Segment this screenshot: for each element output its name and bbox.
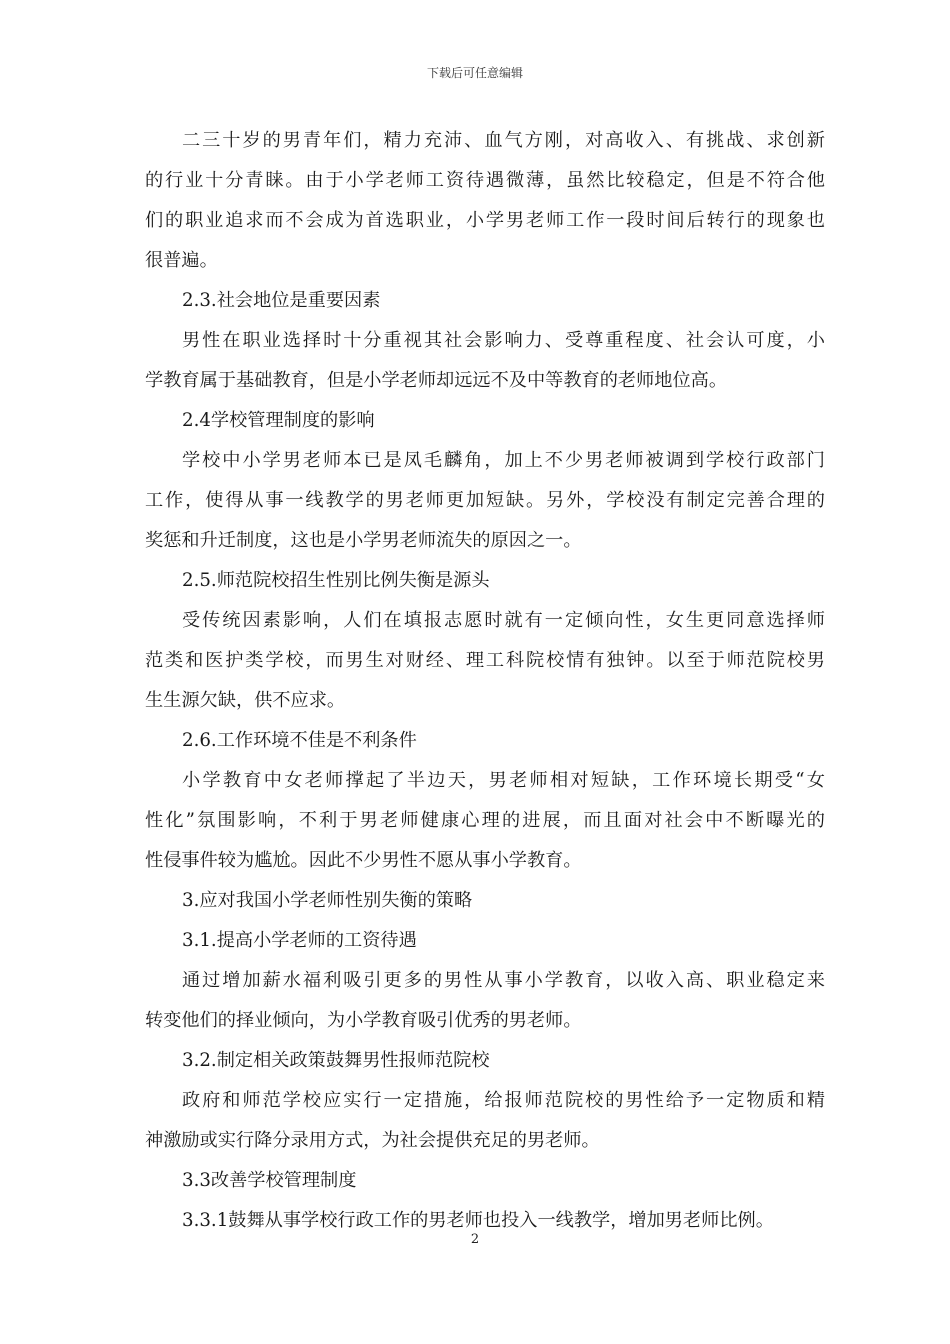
document-body: [145, 121, 825, 1241]
section-heading: 3.应对我国小学老师性别失衡的策略: [182, 890, 473, 911]
paragraph-line: 很普遍。: [145, 250, 218, 271]
section-heading: 3.2.制定相关政策鼓舞男性报师范院校: [182, 1050, 490, 1071]
paragraph-line: 二三十岁的男青年们，精力充沛、血气方刚，对高收入、有挑战、求创新: [182, 130, 825, 151]
paragraph-line: 性侵事件较为尴尬。因此不少男性不愿从事小学教育。: [145, 850, 582, 871]
paragraph-line: 的行业十分青睐。由于小学老师工资待遇微薄，虽然比较稳定，但是不符合他: [145, 170, 825, 191]
paragraph-line: 受传统因素影响，人们在填报志愿时就有一定倾向性，女生更同意选择师: [182, 610, 825, 631]
paragraph-line: 们的职业追求而不会成为首选职业，小学男老师工作一段时间后转行的现象也: [145, 210, 825, 231]
paragraph-line: 奖惩和升迁制度，这也是小学男老师流失的原因之一。: [145, 530, 582, 551]
section-heading: 3.1.提高小学老师的工资待遇: [182, 930, 417, 951]
paragraph-line: 通过增加薪水福利吸引更多的男性从事小学教育，以收入高、职业稳定来: [182, 970, 825, 991]
section-heading: 3.3改善学校管理制度: [182, 1170, 357, 1191]
paragraph-line: 转变他们的择业倾向，为小学教育吸引优秀的男老师。: [145, 1010, 582, 1031]
paragraph-line: 小学教育中女老师撑起了半边天，男老师相对短缺，工作环境长期受“女: [182, 770, 825, 791]
section-heading: 2.5.师范院校招生性别比例失衡是源头: [182, 570, 490, 591]
paragraph-line: 学教育属于基础教育，但是小学老师却远远不及中等教育的老师地位高。: [145, 370, 728, 391]
paragraph-line: 政府和师范学校应实行一定措施，给报师范院校的男性给予一定物质和精: [182, 1090, 825, 1111]
paragraph-line: 学校中小学男老师本已是凤毛麟角，加上不少男老师被调到学校行政部门: [182, 450, 825, 471]
paragraph-line: 范类和医护类学校，而男生对财经、理工科院校情有独钟。以至于师范院校男: [145, 650, 825, 671]
paragraph-line: 性化”氛围影响，不利于男老师健康心理的进展，而且面对社会中不断曝光的: [145, 810, 825, 831]
paragraph-line: 3.3.1鼓舞从事学校行政工作的男老师也投入一线教学，增加男老师比例。: [182, 1210, 774, 1231]
section-heading: 2.3.社会地位是重要因素: [182, 290, 381, 311]
paragraph-line: 男性在职业选择时十分重视其社会影响力、受尊重程度、社会认可度，小: [182, 330, 825, 351]
page-number: 2: [470, 1232, 480, 1247]
paragraph-line: 生生源欠缺，供不应求。: [145, 690, 346, 711]
page-header: 下载后可任意编辑: [426, 66, 523, 80]
paragraph-line: 工作，使得从事一线教学的男老师更加短缺。另外，学校没有制定完善合理的: [145, 490, 825, 511]
section-heading: 2.6.工作环境不佳是不利条件: [182, 730, 417, 751]
paragraph-line: 神激励或实行降分录用方式，为社会提供充足的男老师。: [145, 1130, 600, 1151]
section-heading: 2.4学校管理制度的影响: [182, 410, 375, 431]
